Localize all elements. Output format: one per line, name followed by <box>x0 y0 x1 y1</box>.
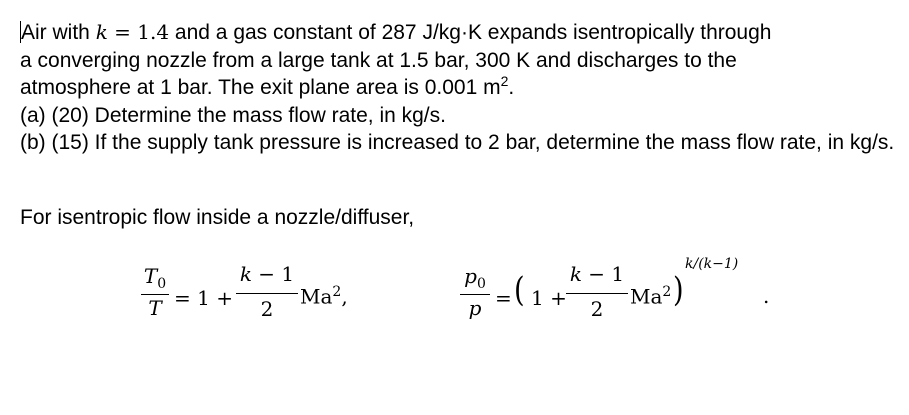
k-minus-one: k − 1 <box>569 262 625 286</box>
fraction-bar <box>566 293 628 294</box>
problem-line-3 <box>20 74 900 102</box>
problem-line-1-end: and a gas constant of 287 J/kg·K expands isentropically through <box>169 21 772 44</box>
isentropic-intro: For isentropic flow inside a nozzle/diffuser, <box>20 206 415 229</box>
one-plus: 1 + <box>531 286 567 310</box>
stagnation-temperature: $T_0$ <box>143 264 167 292</box>
specific-heat-ratio-symbol: k <box>95 20 108 44</box>
problem-line-1 <box>20 19 900 47</box>
exponent-k-over-k-minus-one: k/(k−1) <box>685 256 739 272</box>
area-unit-exponent: 2 <box>500 73 509 90</box>
mach-number-squared: Ma$^2$, <box>300 284 348 309</box>
static-temperature: T <box>148 296 162 320</box>
equals-one-plus: = 1 + <box>174 286 233 310</box>
specific-heat-ratio-value: = 1.4 <box>107 20 170 44</box>
problem-line-3-period: . <box>508 76 515 100</box>
mach-number-squared: Ma$^2$ <box>630 284 672 309</box>
two-denominator: 2 <box>260 297 274 321</box>
k-minus-one-over-two <box>236 262 298 326</box>
pressure-ratio-fraction <box>460 264 490 324</box>
static-pressure: p <box>468 296 482 320</box>
temperature-ratio-fraction <box>141 264 169 324</box>
part-b: (b) (15) If the supply tank pressure is increased to 2 bar, determine the mass flow rate, in kg/s. <box>20 131 895 155</box>
two-denominator: 2 <box>590 297 604 321</box>
problem-line-1-start: Air with <box>21 21 96 44</box>
trailing-period: . <box>763 284 770 308</box>
problem-line-2: a converging nozzle from a large tank at 1.5 bar, 300 K and discharges to the <box>20 48 737 72</box>
fraction-bar <box>141 294 169 295</box>
fraction-bar <box>236 293 298 294</box>
equals-sign: = <box>495 286 512 310</box>
problem-line-3-text: atmosphere at 1 bar. The exit plane area is 0.001 m <box>20 76 501 100</box>
k-minus-one: k − 1 <box>239 262 295 286</box>
stagnation-pressure: $p_0$ <box>464 264 486 292</box>
k-minus-one-over-two <box>566 262 628 326</box>
left-parenthesis: ( <box>514 270 525 310</box>
part-a: (a) (20) Determine the mass flow rate, in kg/s. <box>20 103 446 127</box>
right-parenthesis: ) <box>673 270 684 310</box>
fraction-bar <box>460 294 490 295</box>
problem-statement <box>20 19 900 157</box>
